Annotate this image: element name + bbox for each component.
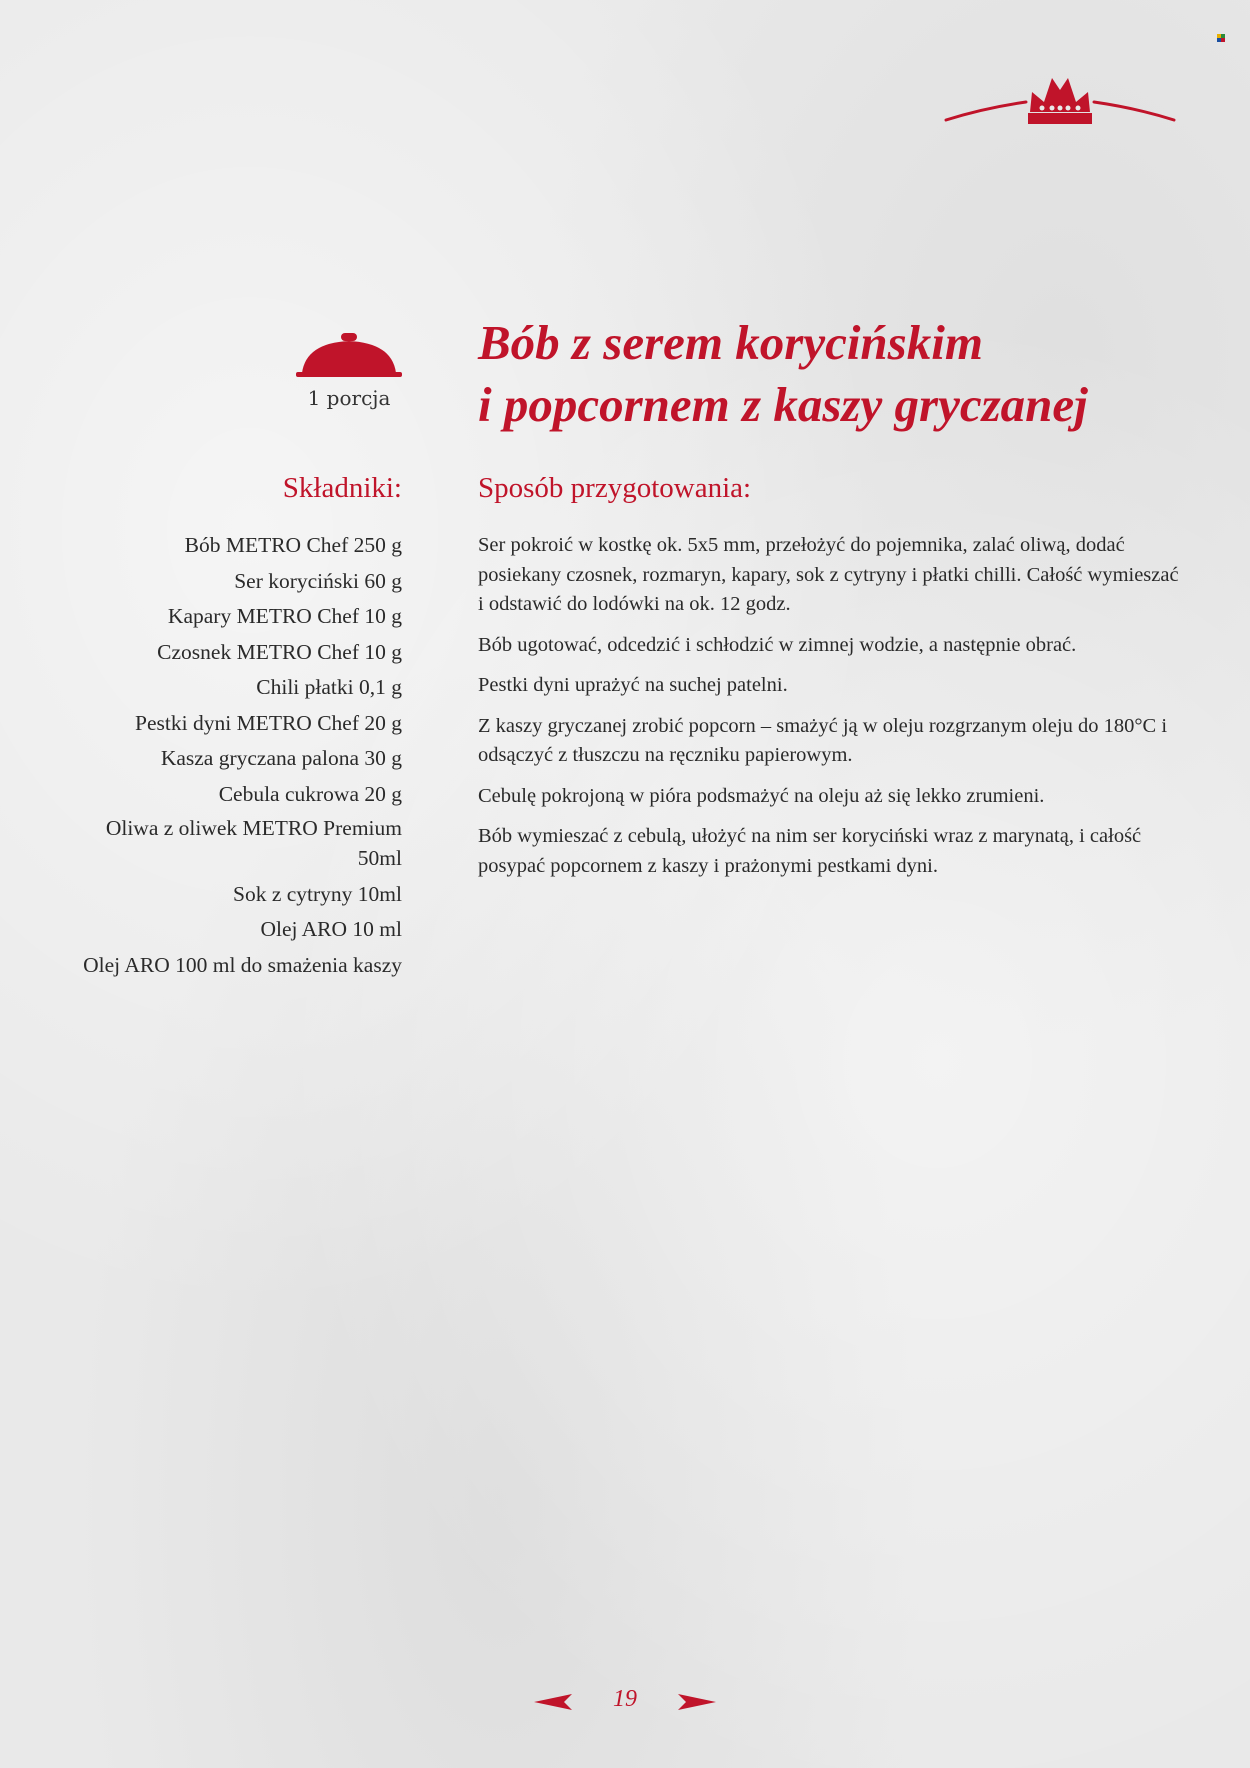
method-step: Bób ugotować, odcedzić i schłodzić w zimnej wodzie, a następnie obrać. xyxy=(478,633,1077,656)
recipe-title xyxy=(478,312,1218,436)
ingredient-item: Kasza gryczana palona 30 g xyxy=(160,746,402,770)
serving-dish-icon xyxy=(296,333,402,379)
title-line-2: i popcornem z kaszy gryczanej xyxy=(478,377,1088,432)
arrow-left-icon[interactable] xyxy=(534,1694,572,1710)
ingredient-item: Chili płatki 0,1 g xyxy=(256,675,402,699)
method-heading: Sposób przygotowania: xyxy=(478,472,752,504)
ingredient-item: Oliwa z oliwek METRO Premium 50ml xyxy=(105,816,402,870)
method-steps xyxy=(478,531,1188,892)
title-line-1: Bób z serem korycińskim xyxy=(478,315,983,370)
ingredient-item: Pestki dyni METRO Chef 20 g xyxy=(135,710,402,735)
ingredients-list xyxy=(60,530,402,985)
portion-count: 1 porcja xyxy=(307,386,391,410)
ingredient-item: Sok z cytryny 10ml xyxy=(233,881,402,906)
page-footer xyxy=(534,1686,716,1718)
method-step: Bób wymieszać z cebulą, ułożyć na nim ser koryciński wraz z marynatą, i całość posypać popcornem z kaszy i prażonymi pestkami dyni. xyxy=(478,825,1142,877)
ingredient-item: Kapary METRO Chef 10 g xyxy=(167,604,402,628)
method-step: Ser pokroić w kostkę ok. 5x5 mm, przełożyć do pojemnika, zalać oliwą, dodać posiekany czosnek, rozmaryn, kapary, sok z cytryny i płatki chilli. Całość wymieszać i odstawić do lodówki na ok. 12 godz. xyxy=(478,534,1179,615)
arrow-right-icon[interactable] xyxy=(678,1694,716,1710)
ingredient-item: Ser koryciński 60 g xyxy=(234,568,402,593)
ingredient-item: Olej ARO 10 ml xyxy=(260,917,402,941)
ingredients-heading: Składniki: xyxy=(282,472,402,504)
ingredient-item: Cebula cukrowa 20 g xyxy=(218,781,402,806)
method-step: Cebulę pokrojoną w pióra podsmażyć na oleju aż się lekko zrumieni. xyxy=(478,784,1045,807)
ingredient-item: Bób METRO Chef 250 g xyxy=(184,533,402,557)
method-step: Pestki dyni uprażyć na suchej patelni. xyxy=(478,674,788,696)
ingredient-item: Czosnek METRO Chef 10 g xyxy=(157,639,402,664)
corner-mark-icon xyxy=(1217,34,1225,42)
page-number: 19 xyxy=(613,1686,637,1712)
crown-icon xyxy=(944,72,1176,132)
ingredient-item: Olej ARO 100 ml do smażenia kaszy xyxy=(83,952,402,977)
method-step: Z kaszy gryczanej zrobić popcorn – smażyć ją w oleju rozgrzanym oleju do 180°C i odsączyć z tłuszczu na ręczniku papierowym. xyxy=(478,714,1168,766)
